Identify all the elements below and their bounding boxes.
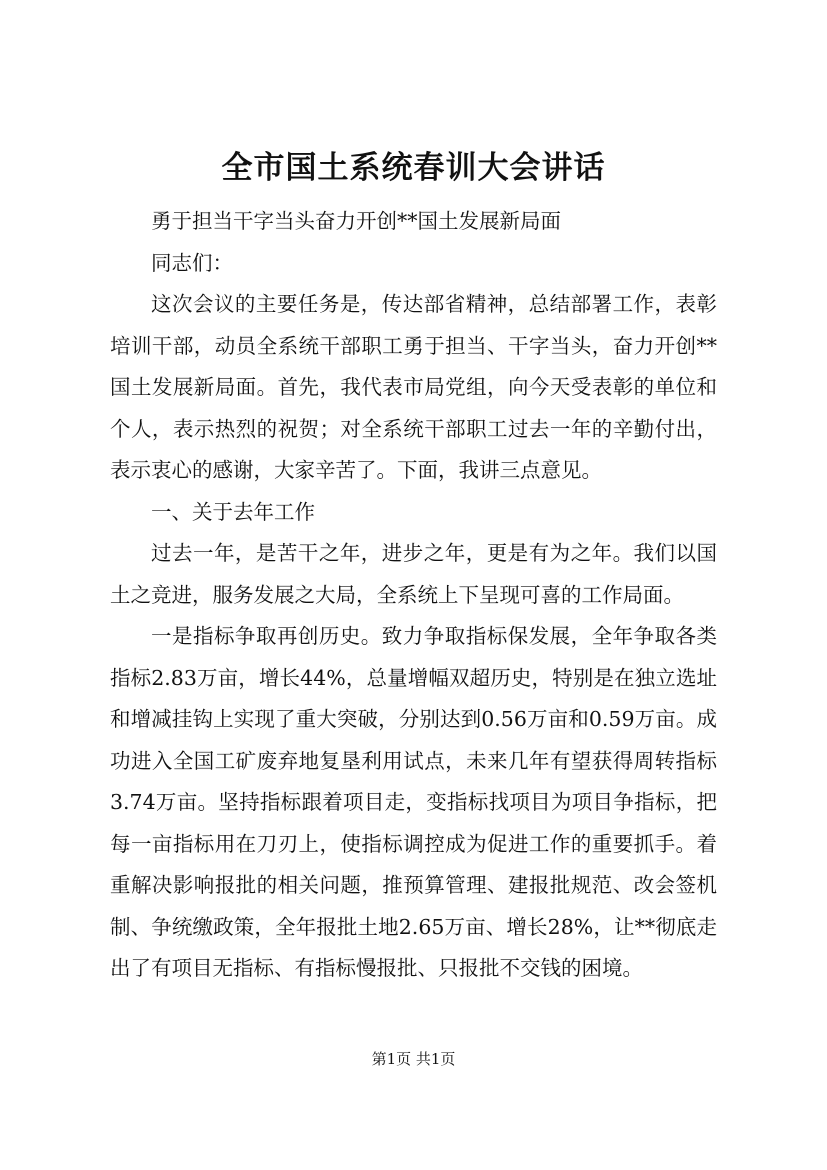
body-paragraph: 过去一年，是苦干之年，进步之年，更是有为之年。我们以国土之竞进，服务发展之大局，全系统上下呈现可喜的工作局面。 [110, 541, 717, 607]
section-heading: 一、关于去年工作 [151, 499, 315, 524]
salutation-paragraph: 同志们： [151, 250, 233, 275]
body-paragraph: 一是指标争取再创历史。致力争取指标保发展，全年争取各类指标2.83万亩，增长44%，总量增幅双超历史，特别是在独立选址和增减挂钩上实现了重大突破，分别达到0.56万亩和0.59万亩。成功进入全国工矿废弃地复垦利用试点，未来几年有望获得周转指标3.74万亩。坚持指标跟着项目走，变指标找项目为项目争指标，把每一亩指标用在刀刃上，使指标调控成为促进工作的重要抓手。着重解决影响报批的相关问题，推预算管理、建报批规范、改会签机制、争统缴政策，全年报批土地2.65万亩、增长28%，让**彻底走出了有项目无指标、有指标慢报批、只报批不交钱的困境。 [110, 624, 717, 980]
document-body [110, 201, 717, 990]
document-title: 全市国土系统春训大会讲话 [221, 150, 606, 186]
page-number-footer: 第1页 共1页 [371, 1050, 456, 1068]
body-paragraph: 这次会议的主要任务是，传达部省精神，总结部署工作，表彰培训干部，动员全系统干部职工勇于担当、干字当头，奋力开创**国土发展新局面。首先，我代表市局党组，向今天受表彰的单位和个人，表示热烈的祝贺；对全系统干部职工过去一年的辛勤付出，表示衷心的感谢，大家辛苦了。下面，我讲三点意见。 [110, 292, 717, 482]
subtitle-paragraph: 勇于担当干字当头奋力开创**国土发展新局面 [151, 209, 561, 233]
